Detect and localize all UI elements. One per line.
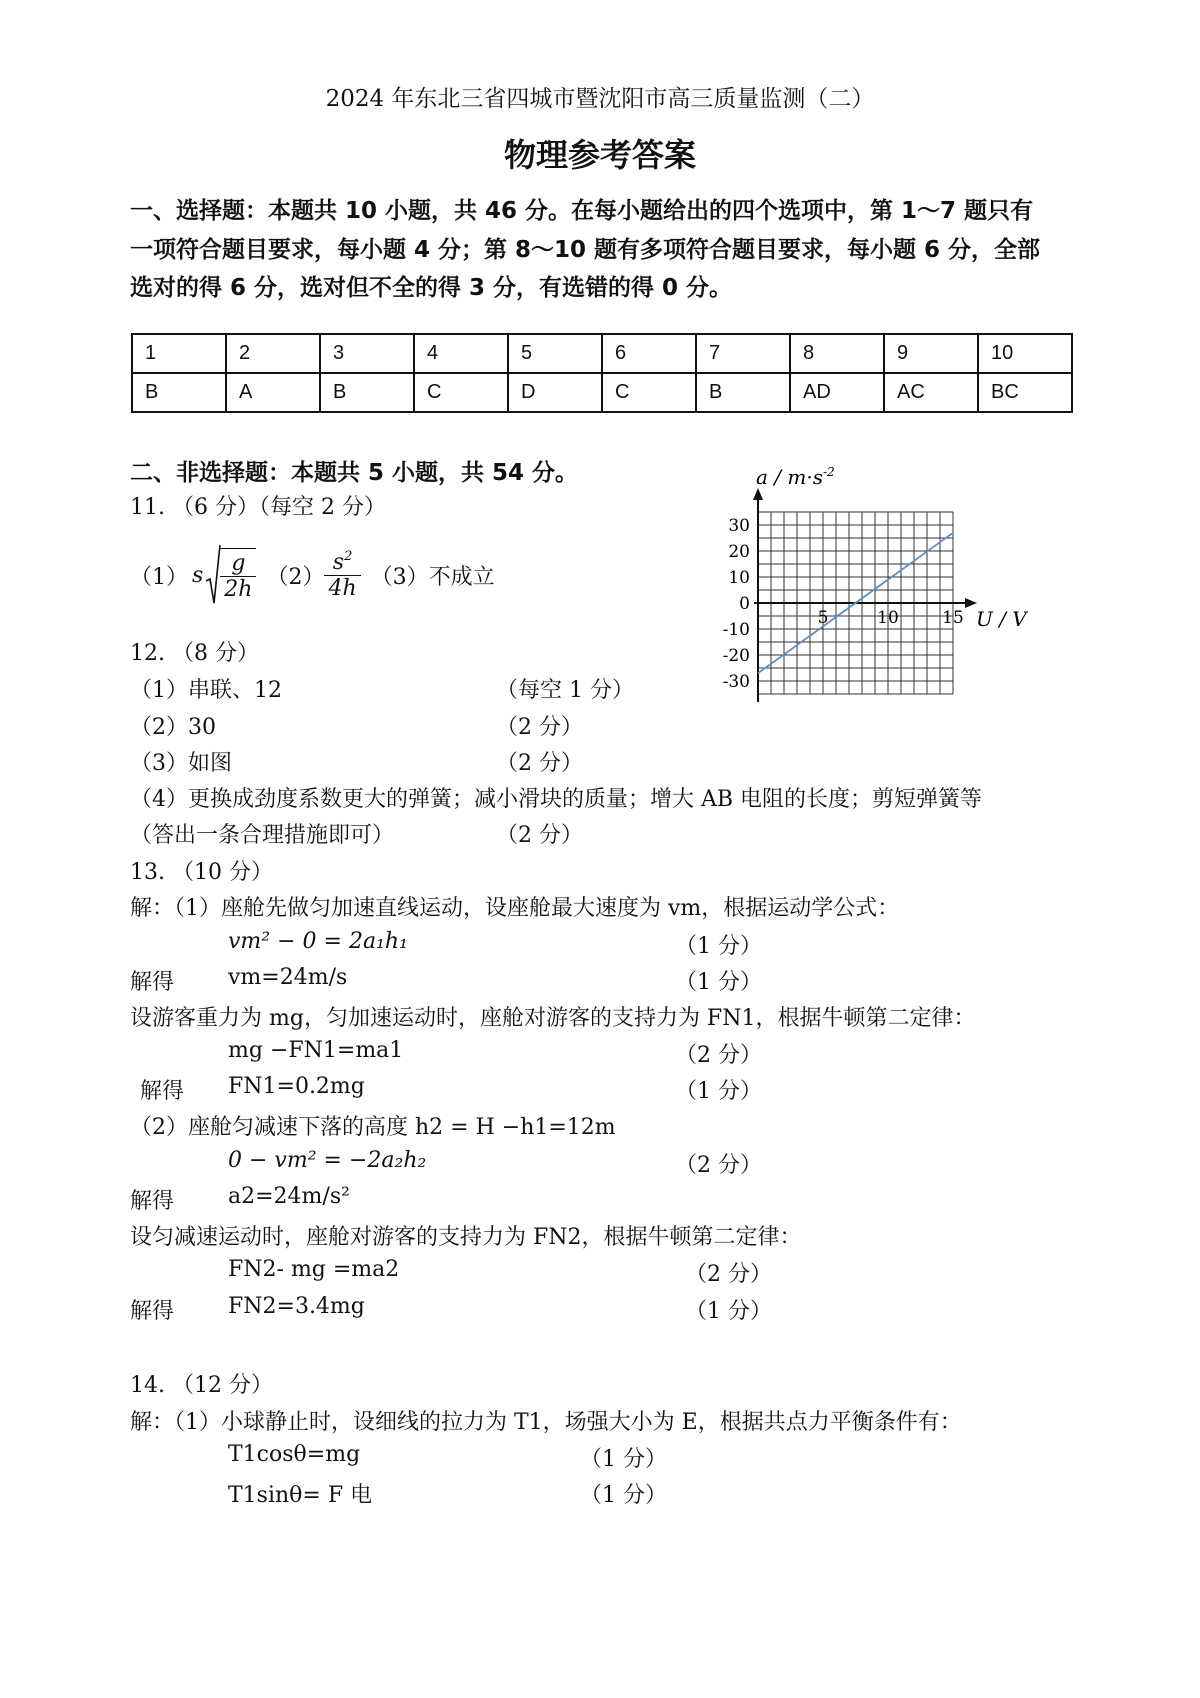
q12-row4a: （4）更换成劲度系数更大的弹簧；减小滑块的质量；增大 AB 电阻的长度；剪短弹簧等	[130, 787, 983, 812]
q12-row4b: （答出一条合理措施即可）	[130, 823, 395, 848]
q13-line12: FN2=3.4mg	[228, 1294, 365, 1319]
q11-part3: （3）不成立	[370, 564, 495, 590]
q13-line2: vm² − 0 = 2a₁h₁	[228, 929, 408, 954]
q13-line9-label: 解得	[130, 1189, 175, 1214]
q13-line3: vm=24m/s	[228, 965, 348, 990]
q13-line11: FN2- mg =ma2	[228, 1257, 400, 1282]
q13-line1: 解：（1）座舱先做匀加速直线运动，设座舱最大速度为 vm，根据运动学公式：	[130, 896, 900, 921]
q11-part2-fraction	[324, 549, 360, 601]
table-cell: 9	[884, 334, 978, 373]
x-tick-label: 5	[817, 608, 829, 628]
q13-line12-label: 解得	[130, 1299, 175, 1324]
y-axis-label: $a / m\cdot s^{-2}$	[756, 466, 835, 489]
table-row-numbers	[132, 334, 1072, 373]
q11-answers	[130, 540, 495, 610]
y-axis-arrow-icon	[753, 488, 763, 500]
y-tick-label: 10	[728, 568, 750, 588]
chart-axes	[753, 488, 977, 702]
q13-line8-score: （2 分）	[675, 1153, 762, 1178]
q13-line9: a2=24m/s²	[228, 1184, 350, 1209]
q13-line6-label: 解得	[140, 1079, 185, 1104]
q12-row3: （3）如图	[130, 751, 232, 776]
table-cell: 4	[414, 334, 508, 373]
q11-part1-label: （1）	[130, 564, 188, 590]
table-row-answers	[132, 373, 1072, 412]
table-cell: A	[226, 373, 320, 412]
document-title: 物理参考答案	[503, 136, 696, 174]
table-cell: AC	[884, 373, 978, 412]
table-cell: 8	[790, 334, 884, 373]
q13-line10: 设匀减速运动时，座舱对游客的支持力为 FN2，根据牛顿第二定律：	[130, 1225, 802, 1250]
q11-heading: 11. （6 分）（每空 2 分）	[130, 495, 386, 520]
y-tick-label: -30	[722, 672, 750, 692]
q13-line3-label: 解得	[130, 970, 175, 995]
q13-line2-score: （1 分）	[675, 934, 762, 959]
answer-table	[131, 333, 1073, 413]
q11-part1-s: s	[192, 562, 204, 588]
table-cell: B	[132, 373, 226, 412]
fraction-numerator	[324, 549, 360, 576]
q13-line11-score: （2 分）	[685, 1262, 772, 1287]
table-cell: C	[414, 373, 508, 412]
q12-heading: 12. （8 分）	[130, 641, 259, 666]
y-tick-label: 0	[739, 594, 750, 614]
sqrt-radical-icon	[205, 543, 221, 607]
table-cell: 2	[226, 334, 320, 373]
section1-line1: 一、选择题：本题共 10 小题，共 46 分。在每小题给出的四个选项中，第 1～7 题只有	[130, 198, 1034, 224]
q13-line3-score: （1 分）	[675, 970, 762, 995]
table-cell: BC	[978, 373, 1072, 412]
numerator-exponent: 2	[344, 549, 353, 564]
table-cell: 1	[132, 334, 226, 373]
table-cell: B	[320, 373, 414, 412]
q14-line3-score: （1 分）	[580, 1483, 667, 1508]
q13-line6: FN1=0.2mg	[228, 1074, 365, 1099]
table-cell: 6	[602, 334, 696, 373]
q13-line8: 0 − vm² = −2a₂h₂	[228, 1148, 427, 1173]
exam-header: 2024 年东北三省四城市暨沈阳市高三质量监测（二）	[325, 86, 875, 112]
q13-heading: 13. （10 分）	[130, 860, 273, 885]
table-cell: D	[508, 373, 602, 412]
x-tick-label: 10	[877, 608, 899, 628]
table-cell: 10	[978, 334, 1072, 373]
x-tick-label: 15	[942, 608, 964, 628]
table-cell: AD	[790, 373, 884, 412]
table-cell: B	[696, 373, 790, 412]
q13-line7: （2）座舱匀减速下落的高度 h2 = H −h1=12m	[130, 1115, 616, 1140]
q14-heading: 14. （12 分）	[130, 1373, 273, 1398]
q11-part2-label: （2）	[266, 564, 325, 590]
q13-line4: 设游客重力为 mg，匀加速运动时，座舱对游客的支持力为 FN1，根据牛顿第二定律：	[130, 1006, 976, 1031]
x-axis-label: U / V	[976, 607, 1027, 631]
q12-row1-score: （每空 1 分）	[496, 678, 634, 703]
fraction-denominator: 4h	[328, 576, 357, 601]
q11-part1-fraction	[220, 548, 256, 602]
y-tick-label: 30	[728, 516, 750, 536]
q14-line1: 解：（1）小球静止时，设细线的拉力为 T1，场强大小为 E，根据共点力平衡条件有：	[130, 1410, 962, 1435]
fraction-numerator: g	[220, 551, 256, 577]
y-tick-label: 20	[728, 542, 750, 562]
table-cell: 3	[320, 334, 414, 373]
q12-row4-score: （2 分）	[496, 823, 583, 848]
y-tick-label: -20	[722, 646, 750, 666]
table-cell: 5	[508, 334, 602, 373]
q12-row2: （2）30	[130, 715, 216, 740]
fraction-denominator: 2h	[224, 577, 253, 602]
q12-row2-score: （2 分）	[496, 715, 583, 740]
q14-line2-score: （1 分）	[580, 1447, 667, 1472]
section2-heading: 二、非选择题：本题共 5 小题，共 54 分。	[130, 460, 579, 486]
a-u-graph	[708, 466, 1028, 736]
q14-line3: T1sinθ= F 电	[228, 1483, 373, 1508]
q13-line5-score: （2 分）	[675, 1043, 762, 1068]
numerator-base: s	[332, 550, 345, 575]
section1-line3: 选对的得 6 分，选对但不全的得 3 分，有选错的得 0 分。	[130, 275, 733, 301]
q12-row1: （1）串联、12	[130, 678, 282, 703]
y-tick-label: -10	[722, 620, 750, 640]
q12-row3-score: （2 分）	[496, 751, 583, 776]
section1-line2: 一项符合题目要求，每小题 4 分；第 8～10 题有多项符合题目要求，每小题 6 分，全部	[130, 237, 1041, 263]
table-cell: C	[602, 373, 696, 412]
q13-line5: mg −FN1=ma1	[228, 1038, 404, 1063]
q13-line6-score: （1 分）	[675, 1079, 762, 1104]
q13-line12-score: （1 分）	[685, 1299, 772, 1324]
table-cell: 7	[696, 334, 790, 373]
q14-line2: T1cosθ=mg	[228, 1442, 361, 1467]
